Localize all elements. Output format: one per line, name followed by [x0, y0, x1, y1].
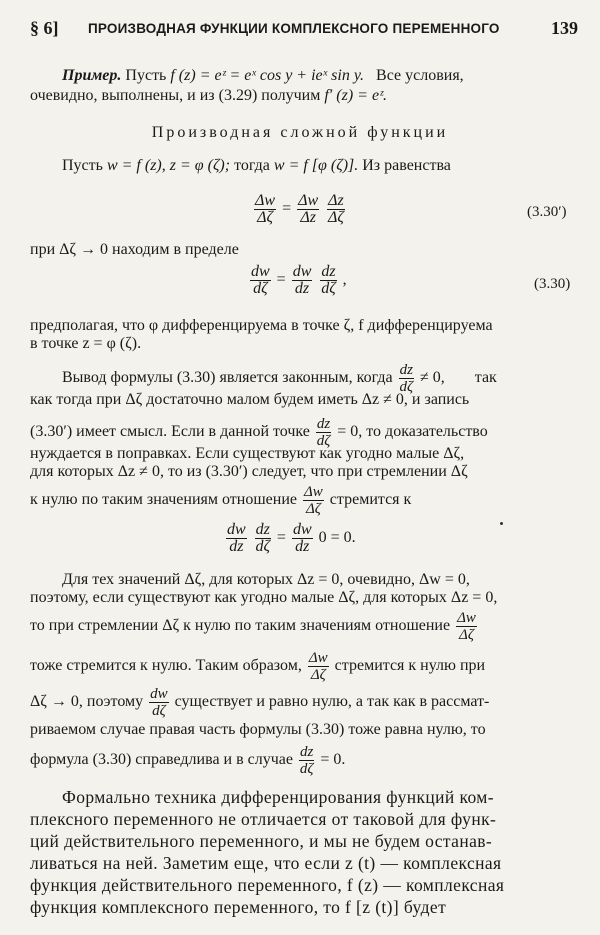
- para1-line-6: к нулю по таким значениям отношение $\frac{\Delta w}{\Delta\zeta}$ стремится к: [30, 484, 412, 517]
- para2-line-3: то при стремлении Δζ к нулю по таким значениям отношение $\frac{\Delta w}{\Delta\zeta}$: [30, 610, 476, 643]
- para3-line-4: ливаться на ней. Заметим еще, что если z (t) — комплексная: [30, 853, 502, 873]
- para3-line-2: плексного переменного не отличается от таковой для функ-: [30, 809, 497, 829]
- section-heading: Производная сложной функции: [151, 124, 449, 141]
- para2-line-1: Для тех значений Δζ, для которых Δz = 0, очевидно, Δw = 0,: [62, 571, 470, 588]
- equation-3-30: $\frac{dw}{d\zeta}$ = $\frac{dw}{dz}$ $\frac{dz}{d\zeta}$ ,: [251, 263, 347, 297]
- para2-line-4: тоже стремится к нулю. Таким образом, $\frac{\Delta w}{\Delta\zeta}$ стремится к нулю при: [30, 650, 486, 683]
- assume-line-1: предполагая, что φ дифференцируема в точке ζ, f дифференцируема: [30, 317, 493, 334]
- para1-line-4: нуждается в поправках. Если существуют как угодно малые Δζ,: [30, 445, 465, 462]
- para2-line-7: формула (3.30) справедлива и в случае $\frac{dz}{d\zeta}$ = 0.: [30, 744, 346, 777]
- equation-zero: $\frac{dw}{dz}$ $\frac{dz}{d\zeta}$ = $\frac{dw}{dz}$ 0 = 0.: [227, 521, 356, 555]
- example-line-2: очевидно, выполнены, и из (3.29) получим f′ (z) = eᶻ.: [30, 87, 387, 104]
- intro-line: Пусть w = f (z), z = φ (ζ); тогда w = f [φ (ζ)]. Из равенства: [62, 157, 451, 174]
- para3-line-1: Формально техника дифференцирования функций ком-: [62, 787, 494, 807]
- equation-tag-3-30-prime: (3.30′): [527, 204, 567, 220]
- limit-line: при Δζ → 0 находим в пределе: [30, 241, 239, 258]
- para2-line-6: риваемом случае правая часть формулы (3.30) тоже равна нулю, то: [30, 721, 486, 738]
- equation-3-30-prime: $\frac{\Delta w}{\Delta\zeta}$ = $\frac{\Delta w}{\Delta z}$ $\frac{\Delta z}{\Delta\zeta}$: [255, 192, 344, 226]
- para1-line-3: (3.30′) имеет смысл. Если в данной точке $\frac{dz}{d\zeta}$ = 0, то доказательство: [30, 416, 488, 449]
- assume-line-2: в точке z = φ (ζ).: [30, 335, 142, 352]
- page-number: 139: [551, 18, 578, 38]
- chapter-title: ПРОИЗВОДНАЯ ФУНКЦИИ КОМПЛЕКСНОГО ПЕРЕМЕННОГО: [88, 21, 500, 36]
- para2-line-5: Δζ → 0, поэтому $\frac{dw}{d\zeta}$ существует и равно нулю, а так как в рассмат-: [30, 686, 490, 719]
- para1-line-1: Вывод формулы (3.30) является законным, когда $\frac{dz}{d\zeta}$ ≠ 0, так: [62, 362, 497, 395]
- running-header: [30, 18, 578, 44]
- para1-line-5: для которых Δz ≠ 0, то из (3.30′) следует, что при стремлении Δζ: [30, 463, 468, 480]
- print-speck: [500, 522, 503, 525]
- section-number: § 6]: [30, 18, 59, 38]
- para3-line-5: функция действительного переменного, f (z) — комплексная: [30, 875, 505, 895]
- example-formula: f (z) = eᶻ = eˣ cos y + ieˣ sin y.: [170, 67, 365, 84]
- para2-line-2: поэтому, если существуют как угодно малые Δζ, для которых Δz = 0,: [30, 589, 498, 606]
- example-line-1: Пример. Пусть f (z) = eᶻ = eˣ cos y + ieˣ sin y. Все условия,: [62, 67, 464, 84]
- equation-tag-3-30: (3.30): [534, 276, 571, 292]
- para3-line-6: функция комплексного переменного, то f [z (t)] будет: [30, 897, 447, 917]
- para3-line-3: ций действительного переменного, и мы не будем останав-: [30, 831, 493, 851]
- para1-line-2: как тогда при Δζ достаточно малом будем иметь Δz ≠ 0, и запись: [30, 391, 470, 408]
- example-label: Пример.: [62, 67, 122, 84]
